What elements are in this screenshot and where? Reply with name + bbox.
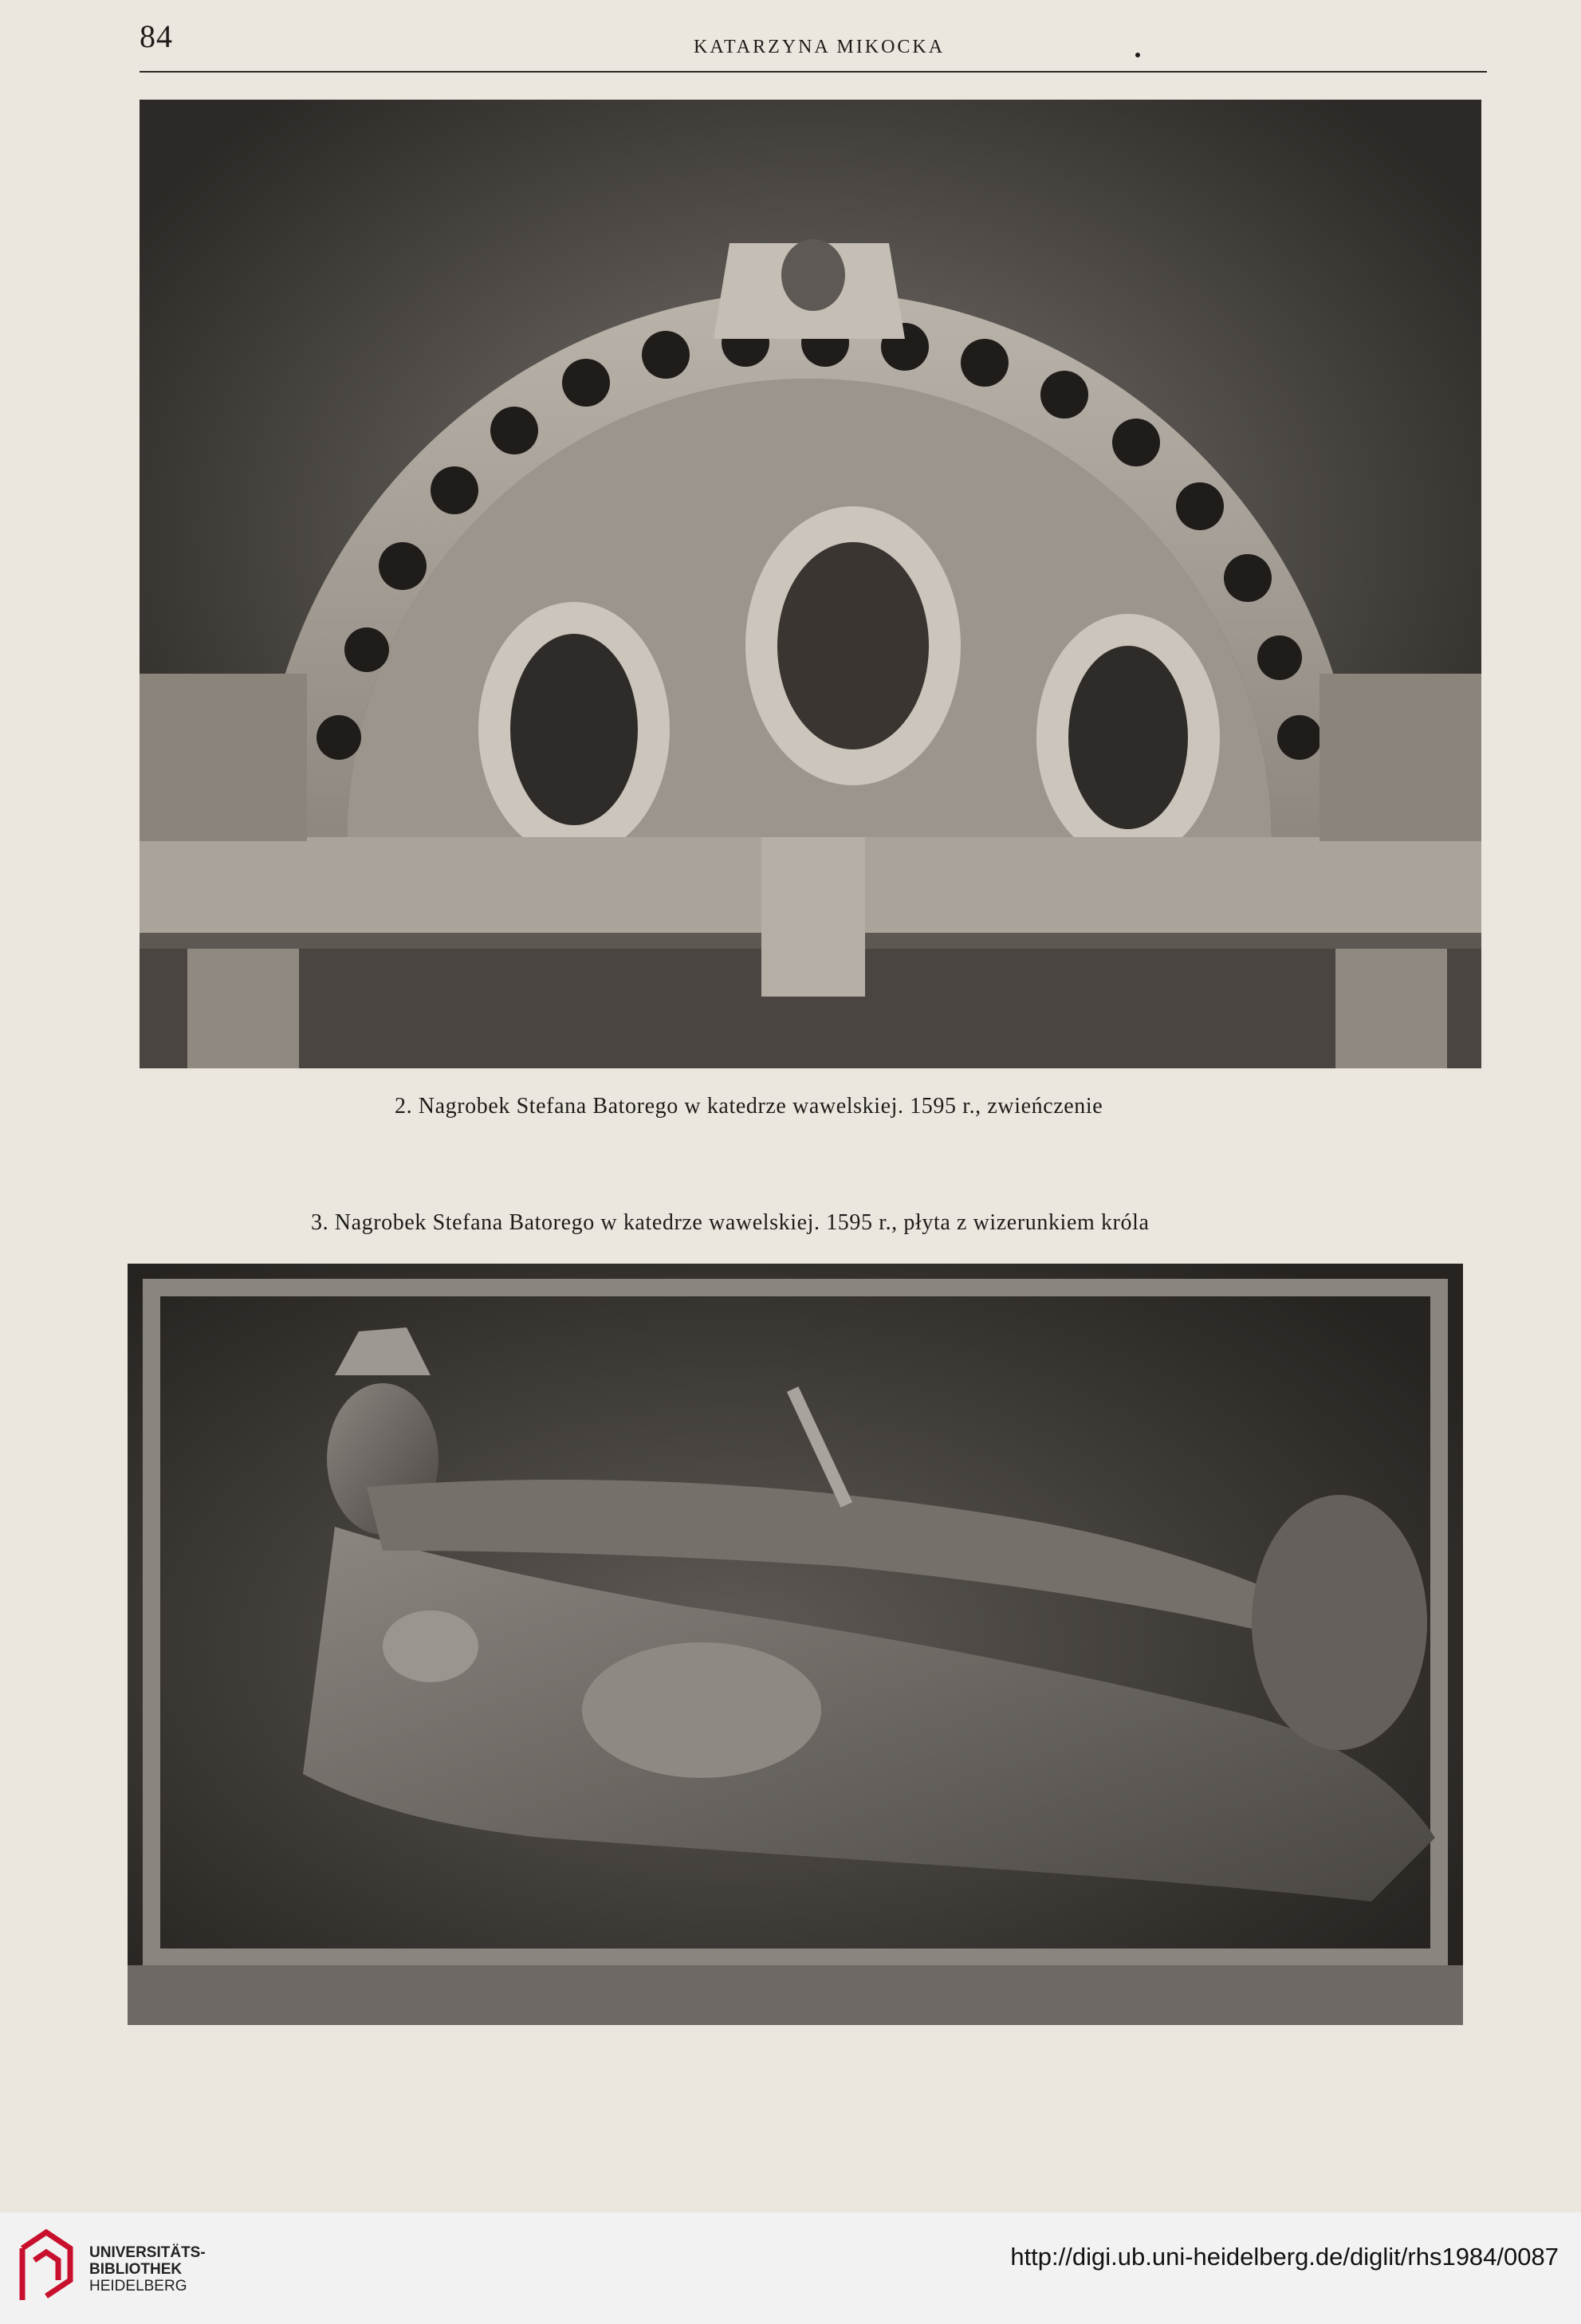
page-number: 84	[140, 18, 173, 54]
header-dot	[1135, 53, 1140, 57]
university-library-logo-text	[89, 2244, 206, 2295]
running-head: KATARZYNA MIKOCKA	[694, 37, 946, 57]
header-rule	[140, 71, 1487, 73]
figure-2-photo	[140, 100, 1481, 1068]
figure-2-caption: 2. Nagrobek Stefana Batorego w katedrze wawelskiej. 1595 r., zwieńczenie	[395, 1094, 1103, 1119]
tomb-crowning-image	[140, 100, 1481, 1068]
figure-3-caption: 3. Nagrobek Stefana Batorego w katedrze wawelskiej. 1595 r., płyta z wizerunkiem króla	[311, 1210, 1150, 1235]
logo-line-3: HEIDELBERG	[89, 2278, 187, 2295]
logo-line-1: UNIVERSITÄTS-	[89, 2244, 206, 2261]
tomb-effigy-image	[128, 1264, 1463, 2025]
permalink-url[interactable]: http://digi.ub.uni-heidelberg.de/diglit/rhs1984/0087	[1010, 2243, 1559, 2271]
university-library-logo-icon	[14, 2224, 78, 2310]
logo-line-2: BIBLIOTHEK	[89, 2261, 183, 2278]
footer-bar	[0, 2212, 1581, 2324]
figure-3-photo	[128, 1264, 1463, 2025]
